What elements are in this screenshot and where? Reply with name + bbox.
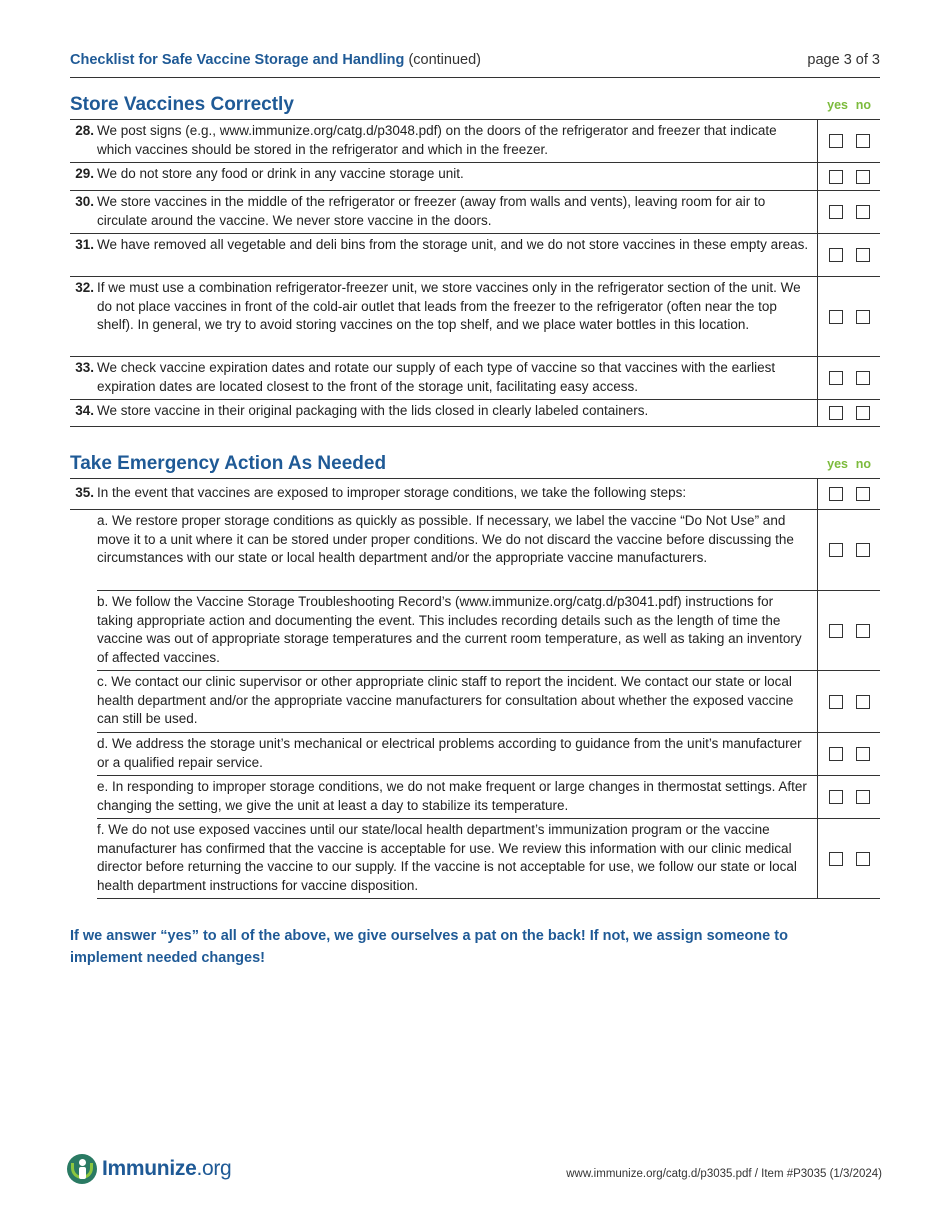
yes-checkbox[interactable] [829,695,843,709]
yes-checkbox[interactable] [829,543,843,557]
item-number: 31. [75,237,94,252]
logo-text [102,1157,231,1181]
checklist-subrow [97,510,880,591]
checklist-row [70,400,880,427]
yes-checkbox[interactable] [829,170,843,184]
checklist-row [70,120,880,163]
no-checkbox[interactable] [856,310,870,324]
item-description: We store vaccines in the middle of the refrigerator or freezer (away from walls and vents), leaving room for air to circulate around the vaccine. We never store vaccine in the doors. [97,194,766,228]
answer-boxes [817,776,880,818]
no-checkbox[interactable] [856,170,870,184]
no-checkbox[interactable] [856,624,870,638]
document-title [70,52,481,68]
answer-boxes [817,733,880,775]
no-checkbox[interactable] [856,205,870,219]
page-header [70,50,880,78]
answer-boxes [817,510,880,590]
item-description: We have removed all vegetable and deli bins from the storage unit, and we do not store vaccines in these empty areas. [97,237,809,252]
no-checkbox[interactable] [856,852,870,866]
page-number: page 3 of 3 [807,52,880,68]
answer-boxes [817,191,880,233]
section-emergency-action [70,453,880,899]
yes-checkbox[interactable] [829,248,843,262]
item-text [70,479,817,509]
no-checkbox[interactable] [856,134,870,148]
no-checkbox[interactable] [856,487,870,501]
yes-column-label: yes [827,98,848,112]
checklist-row [70,191,880,234]
no-checkbox[interactable] [856,543,870,557]
subitem-text: c. We contact our clinic supervisor or other appropriate clinic staff to report the incident. We contact our state or local health department and/or the appropriate vaccine manufacturers for consultation about whether the exposed vaccine can still be used. [97,674,794,726]
yes-checkbox[interactable] [829,205,843,219]
answer-boxes [817,120,880,162]
section-header [70,453,880,479]
answer-boxes [817,357,880,399]
checklist-row [70,479,880,510]
section-title: Take Emergency Action As Needed [70,453,387,474]
item-description: In the event that vaccines are exposed to improper storage conditions, we take the following steps: [97,485,687,500]
item-description: We check vaccine expiration dates and rotate our supply of each type of vaccine so that vaccines with the earliest expiration dates are located closest to the front of the storage unit, facilitating easy access. [97,360,776,394]
item-text [70,357,817,399]
closing-statement: If we answer “yes” to all of the above, we give ourselves a pat on the back! If not, we assign someone to implement needed changes! [70,928,788,966]
item-text [70,191,817,233]
item-number: 33. [75,360,94,375]
answer-boxes [817,671,880,732]
answer-boxes [817,163,880,190]
item-text [70,234,817,276]
answer-boxes [817,400,880,426]
yes-checkbox[interactable] [829,134,843,148]
subitem-text: a. We restore proper storage conditions as quickly as possible. If necessary, we label the vaccine “Do Not Use” and move it to a unit where it can be stored under proper conditions. We do not discard the vaccine before discussing the circumstances with our state or local health department and/or the appropriate vaccine manufacturers. [97,513,794,565]
yes-checkbox[interactable] [829,310,843,324]
no-checkbox[interactable] [856,371,870,385]
yes-checkbox[interactable] [829,371,843,385]
title-text: Checklist for Safe Vaccine Storage and Handling [70,52,405,68]
yes-checkbox[interactable] [829,747,843,761]
item-number: 32. [75,280,94,295]
no-checkbox[interactable] [856,790,870,804]
checklist-row [70,357,880,400]
section-header [70,94,880,120]
checklist-row [70,277,880,357]
checklist-row [70,234,880,277]
section-title: Store Vaccines Correctly [70,94,294,115]
checklist-subrow [97,671,880,733]
no-column-label: no [855,457,871,471]
item-number: 35. [75,485,94,500]
checklist-row [70,163,880,191]
checklist-subrow [97,733,880,776]
answer-boxes [817,277,880,356]
item-number: 30. [75,194,94,209]
yes-checkbox[interactable] [829,852,843,866]
immunize-logo-icon [67,1154,97,1184]
no-column-label: no [855,98,871,112]
checklist-subrow [97,776,880,819]
answer-boxes [817,234,880,276]
item-number: 29. [75,166,94,181]
logo-main: Immunize [102,1157,197,1180]
item-text [70,400,817,426]
yes-checkbox[interactable] [829,624,843,638]
subitem-text: f. We do not use exposed vaccines until our state/local health department’s immunization program or the vaccine manufacturer has confirmed that the vaccine is acceptable for use. We review this information with our clinic medical director before returning the vaccine to our supply. If the vaccine is not acceptable for use, we follow our state or local health department instructions for vaccine disposition. [97,822,797,893]
checklist-subrow [97,819,880,899]
answer-boxes [817,479,880,509]
answer-boxes [817,819,880,898]
subitem-text: b. We follow the Vaccine Storage Troubleshooting Record’s (www.immunize.org/catg.d/p3041.pdf) instructions for taking appropriate action and documenting the event. This includes recording details such as the length of time the vaccine was out of appropriate storage temperatures and the current room temperature, as well as taking an inventory of affected vaccines. [97,594,802,665]
yes-checkbox[interactable] [829,487,843,501]
item-description: If we must use a combination refrigerator-freezer unit, we store vaccines only in the refrigerator section of the unit. We do not place vaccines in front of the cold-air outlet that leads from the freezer to the refrigerator (often near the top shelf). In general, we try to avoid storing vaccines on the top shelf, and we place water bottles in this location. [97,280,801,332]
subitem-text: d. We address the storage unit’s mechanical or electrical problems according to guidance from the unit’s manufacturer or a qualified repair service. [97,736,802,770]
yes-checkbox[interactable] [829,790,843,804]
subitem-text: e. In responding to improper storage conditions, we do not make frequent or large changes in thermostat settings. After changing the setting, we give the unit at least a day to stabilize its temperature. [97,779,807,813]
item-number: 34. [75,403,94,418]
no-checkbox[interactable] [856,695,870,709]
item-text [70,277,817,356]
item-description: We post signs (e.g., www.immunize.org/catg.d/p3048.pdf) on the doors of the refrigerator and freezer that indicate which vaccines should be stored in the refrigerator and which in the freezer. [97,123,777,157]
item-description: We store vaccine in their original packaging with the lids closed in clearly labeled containers. [97,403,649,418]
item-number: 28. [75,123,94,138]
footer-reference: www.immunize.org/catg.d/p3035.pdf / Item #P3035 (1/3/2024) [566,1168,882,1180]
section-store-vaccines [70,94,880,427]
logo-suffix: .org [196,1157,232,1180]
item-text [70,163,817,190]
title-suffix: (continued) [408,52,481,68]
immunize-logo[interactable] [67,1152,231,1186]
checklist-subrow [97,591,880,671]
yes-checkbox[interactable] [829,406,843,420]
no-checkbox[interactable] [856,248,870,262]
yes-column-label: yes [827,457,848,471]
no-checkbox[interactable] [856,747,870,761]
item-text [70,120,817,162]
no-checkbox[interactable] [856,406,870,420]
item-description: We do not store any food or drink in any vaccine storage unit. [97,166,464,181]
answer-boxes [817,591,880,670]
